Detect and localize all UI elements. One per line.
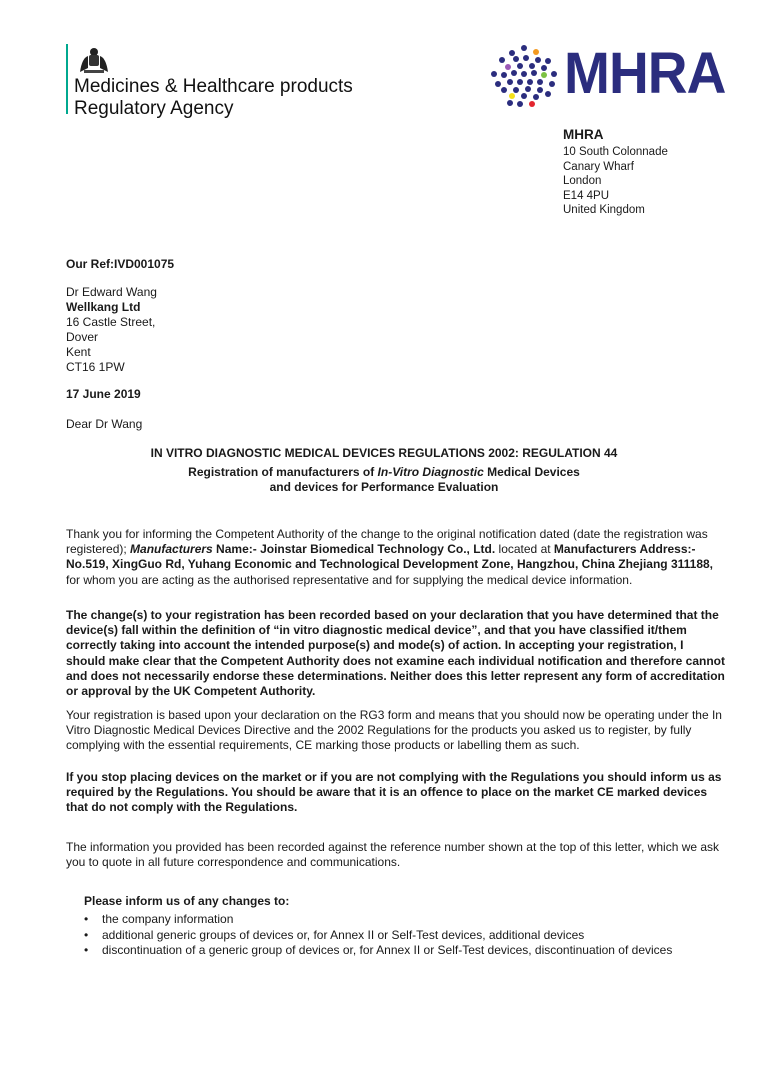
logo-dot (545, 58, 551, 64)
recipient-address-line: 16 Castle Street, (66, 315, 156, 329)
recipient-address-line: Dover (66, 330, 99, 344)
logo-dot (491, 71, 497, 77)
sender-name: MHRA (563, 127, 604, 142)
logo-dot (507, 100, 513, 106)
logo-dot (537, 87, 543, 93)
letter-date: 17 June 2019 (66, 387, 141, 401)
manufacturer-name: Name:- Joinstar Biomedical Technology Co., Ltd. (212, 542, 496, 557)
p1-text: for whom you are acting as the authorised representative and for supplying the medical device information. (66, 572, 633, 587)
list-item (84, 928, 704, 944)
sender-address-line: Canary Wharf (563, 160, 634, 173)
logo-dot (517, 101, 523, 107)
inform-heading: Please inform us of any changes to: (84, 894, 290, 908)
logo-dot (523, 55, 529, 61)
logo-dot (509, 50, 515, 56)
logo-dot (525, 86, 531, 92)
p1-text: located at (495, 542, 554, 557)
agency-name (74, 76, 353, 120)
logo-dot (521, 93, 527, 99)
subtitle-post: Medical Devices (483, 465, 580, 479)
logo-dot (513, 87, 519, 93)
mhra-logo-text: MHRA (564, 41, 726, 106)
royal-coat-of-arms-icon (76, 44, 112, 76)
logo-dot (521, 45, 527, 51)
letter-title: IN VITRO DIAGNOSTIC MEDICAL DEVICES REGULATIONS 2002: REGULATION 44 (150, 446, 618, 460)
logo-dot (517, 63, 523, 69)
logo-dot (507, 79, 513, 85)
changes-list (84, 912, 704, 959)
sender-address-line: United Kingdom (563, 204, 645, 216)
logo-dot (551, 71, 557, 77)
logo-dot (509, 93, 515, 99)
recipient-name: Dr Edward Wang (66, 285, 157, 299)
recipient-company: Wellkang Ltd (66, 300, 141, 314)
logo-dot (545, 91, 551, 97)
logo-dot (505, 64, 511, 70)
list-item (84, 912, 704, 928)
logo-dot (535, 57, 541, 63)
recipient-address (66, 285, 157, 375)
logo-dot (529, 63, 535, 69)
paragraph-compliance-warning: If you stop placing devices on the market or if you are not complying with the Regulations you should inform us as required by the Regulations. You should be aware that it is an offence to place on the market CE marked devices that do not comply with the Regulations. (66, 770, 722, 815)
logo-dot (501, 87, 507, 93)
list-item-text: the company information (102, 912, 234, 926)
logo-dot (511, 70, 517, 76)
subtitle-line2: and devices for Performance Evaluation (269, 480, 499, 494)
logo-dot (495, 81, 501, 87)
logo-dot (537, 79, 543, 85)
manufacturer-address: Manufacturers Address:- No.519, XingGuo Rd, Yuhang Economic and Technological Development Zone, Hangzhou, China Zhejiang 311188, (66, 542, 713, 572)
reference-number: Our Ref:IVD001075 (66, 257, 175, 271)
logo-dot (527, 79, 533, 85)
logo-dot (533, 94, 539, 100)
paragraph-notification (66, 527, 726, 588)
logo-dot (517, 79, 523, 85)
agency-name-line1: Medicines & Healthcare products (74, 76, 353, 97)
logo-dot (513, 56, 519, 62)
paragraph-reference-note: The information you provided has been recorded against the reference number shown at the top of this letter, which we ask you to quote in all future correspondence and communications. (66, 840, 720, 870)
recipient-address-line: Kent (66, 345, 91, 359)
logo-dot (521, 71, 527, 77)
logo-dot (529, 101, 535, 107)
bullet-icon: • (84, 912, 89, 926)
sender-address-line: E14 4PU (563, 189, 610, 202)
sender-address-line: 10 South Colonnade (563, 146, 668, 158)
bullet-icon: • (84, 943, 89, 957)
logo-dot (533, 49, 539, 55)
manufacturers-label: Manufacturers (130, 542, 213, 557)
mhra-dot-cluster-icon (488, 44, 560, 108)
subtitle-italic: In-Vitro Diagnostic (377, 465, 484, 479)
letter-subtitle (0, 465, 768, 495)
list-item-text: discontinuation of a generic group of devices or, for Annex II or Self-Test devices, discontinuation of devices (102, 943, 673, 957)
recipient-address-line: CT16 1PW (66, 360, 125, 374)
list-item-text: additional generic groups of devices or, for Annex II or Self-Test devices, additional devices (102, 927, 585, 942)
salutation: Dear Dr Wang (66, 417, 143, 431)
logo-dot (541, 65, 547, 71)
paragraph-declaration: The change(s) to your registration has been recorded based on your declaration that you have determined that the device(s) fall within the definition of “in vitro diagnostic medical device”, and that you have classified it/them correctly taking into account the intended purpose(s) and mode(s) of action. In accepting your registration, I should make clear that the Competent Authority does not examine each individual notification and therefore cannot and does not necessarily endorse these determinations. Neither does this letter represent any form of accreditation or approval by the UK Competent Authority. (66, 608, 725, 699)
logo-dot (531, 70, 537, 76)
subtitle-pre: Registration of manufacturers of (188, 465, 378, 479)
logo-dot (499, 57, 505, 63)
logo-dot (501, 72, 507, 78)
logo-dot (549, 81, 555, 87)
header-accent-bar (66, 44, 68, 114)
sender-address (563, 125, 668, 218)
agency-name-line2: Regulatory Agency (74, 98, 234, 119)
list-item (84, 943, 704, 959)
p1-text: Thank you for informing the Competent Authority of the change to the original notification dated (date the registration was registered); (66, 527, 708, 557)
bullet-icon: • (84, 927, 89, 942)
logo-dot (541, 72, 547, 78)
paragraph-registration-basis: Your registration is based upon your declaration on the RG3 form and means that you should now be operating under the In Vitro Diagnostic Medical Devices Directive and the 2002 Regulations for the products you asked us to register, by fully complying with the essential requirements, CE marking those products or labelling them as such. (66, 708, 722, 753)
sender-address-line: London (563, 175, 602, 187)
